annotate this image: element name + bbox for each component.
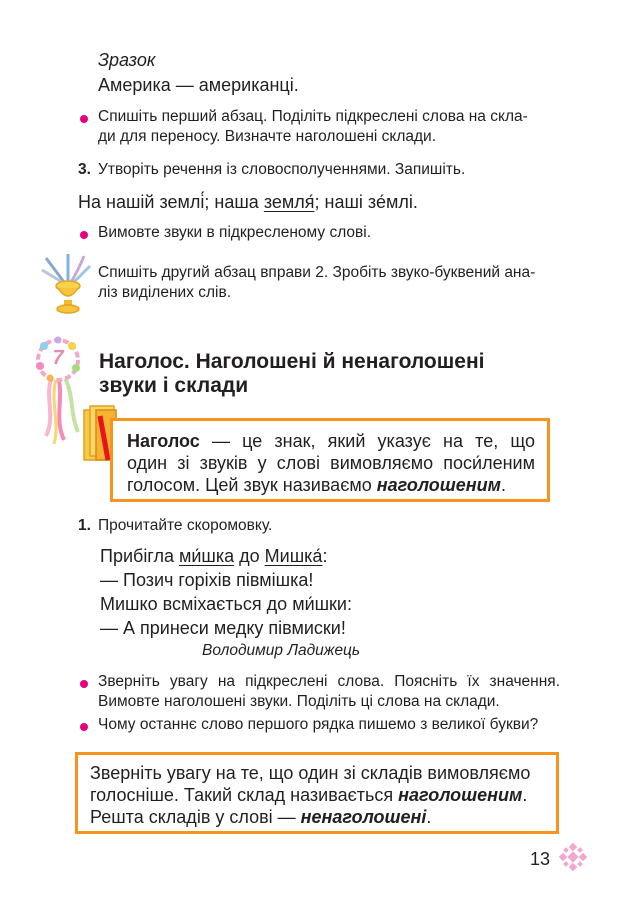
note-text: голосніше. Такий склад називається — [90, 785, 399, 805]
rule-text: . — [500, 475, 506, 495]
flower-vase-icon — [38, 252, 96, 314]
underlined-word: ми́шка — [179, 546, 235, 566]
exercise-number: 1. — [78, 517, 91, 534]
poem-text: : — [322, 546, 328, 566]
exercise-number: 3. — [78, 161, 91, 178]
sample-text: Америка — американці. — [98, 75, 299, 95]
bullet-icon — [80, 723, 88, 731]
task-text: Вимовте наголошені звуки. Поділіть ці слова на склади. — [98, 693, 500, 710]
task-text: ди для переносу. Визначте наголошені склади. — [98, 128, 437, 145]
task-text: Зверніть увагу на підкреслені слова. Поясніть їх значення. — [98, 673, 560, 690]
note-term: наголошеним — [398, 785, 523, 805]
poem-author: Володимир Ладижець — [202, 642, 361, 659]
note-text: . — [426, 807, 432, 827]
exercise-text: Утворіть речення із словосполученнями. Запишіть. — [98, 161, 466, 178]
poem-line — [100, 545, 327, 567]
note-line — [90, 806, 431, 828]
underlined-word: Мишка́ — [264, 546, 323, 566]
note-text: . — [522, 785, 528, 805]
task-text: Спишіть перший абзац. Поділіть підкреслені слова на скла- — [98, 108, 528, 125]
rule-term: Наголос — [127, 431, 200, 451]
note-line: Зверніть увагу на те, що один зі складів вимовляємо — [90, 763, 531, 783]
poem-text: Прибігла — [100, 546, 179, 566]
lesson-number: 7 — [52, 347, 64, 369]
task-text: Вимовте звуки в підкресленому слові. — [98, 224, 372, 241]
underlined-word: земля́ — [263, 192, 315, 212]
bullet-icon — [80, 231, 88, 239]
poem-line: — А принеси медку півмиски! — [100, 618, 346, 638]
task-text: Спишіть другий абзац вправи 2. Зробіть звуко-буквений ана- — [98, 264, 536, 281]
note-term: ненаголошені — [300, 807, 427, 827]
poem-line: Мишко всміхається до ми́шки: — [100, 594, 352, 614]
rule-line — [127, 474, 506, 496]
rule-text: голосом. Цей звук називаємо — [127, 475, 377, 495]
phrase-line — [78, 191, 418, 213]
note-text: Решта складів у слові — — [90, 807, 301, 827]
task-text: ліз виділених слів. — [98, 284, 231, 301]
exercise-text: Прочитайте скоромовку. — [98, 517, 273, 534]
poem-line: — Позич горіхів півмішка! — [100, 570, 314, 590]
task-text: Чому останнє слово першого рядка пишемо з великої букви? — [98, 716, 539, 733]
page-number: 13 — [530, 849, 551, 869]
note-line — [90, 784, 527, 806]
lesson-title: Наголос. Наголошені й ненаголошені — [99, 350, 485, 373]
lesson-title: звуки і склади — [99, 374, 249, 397]
rule-line — [127, 430, 535, 452]
rule-text: — це знак, який указує на те, що — [199, 431, 535, 451]
bullet-icon — [80, 680, 88, 688]
rule-term: наголошеним — [376, 475, 501, 495]
poem-text: до — [234, 546, 265, 566]
sample-label: Зразок — [98, 50, 156, 70]
phrase-part: ; наші зе́млі. — [314, 192, 418, 212]
phrase-part: На нашій землі́; наша — [78, 192, 264, 212]
bullet-icon — [80, 115, 88, 123]
ornament-icon — [558, 842, 588, 872]
rule-line: один зі звуків у слові вимовляємо поси́леним — [127, 453, 535, 473]
